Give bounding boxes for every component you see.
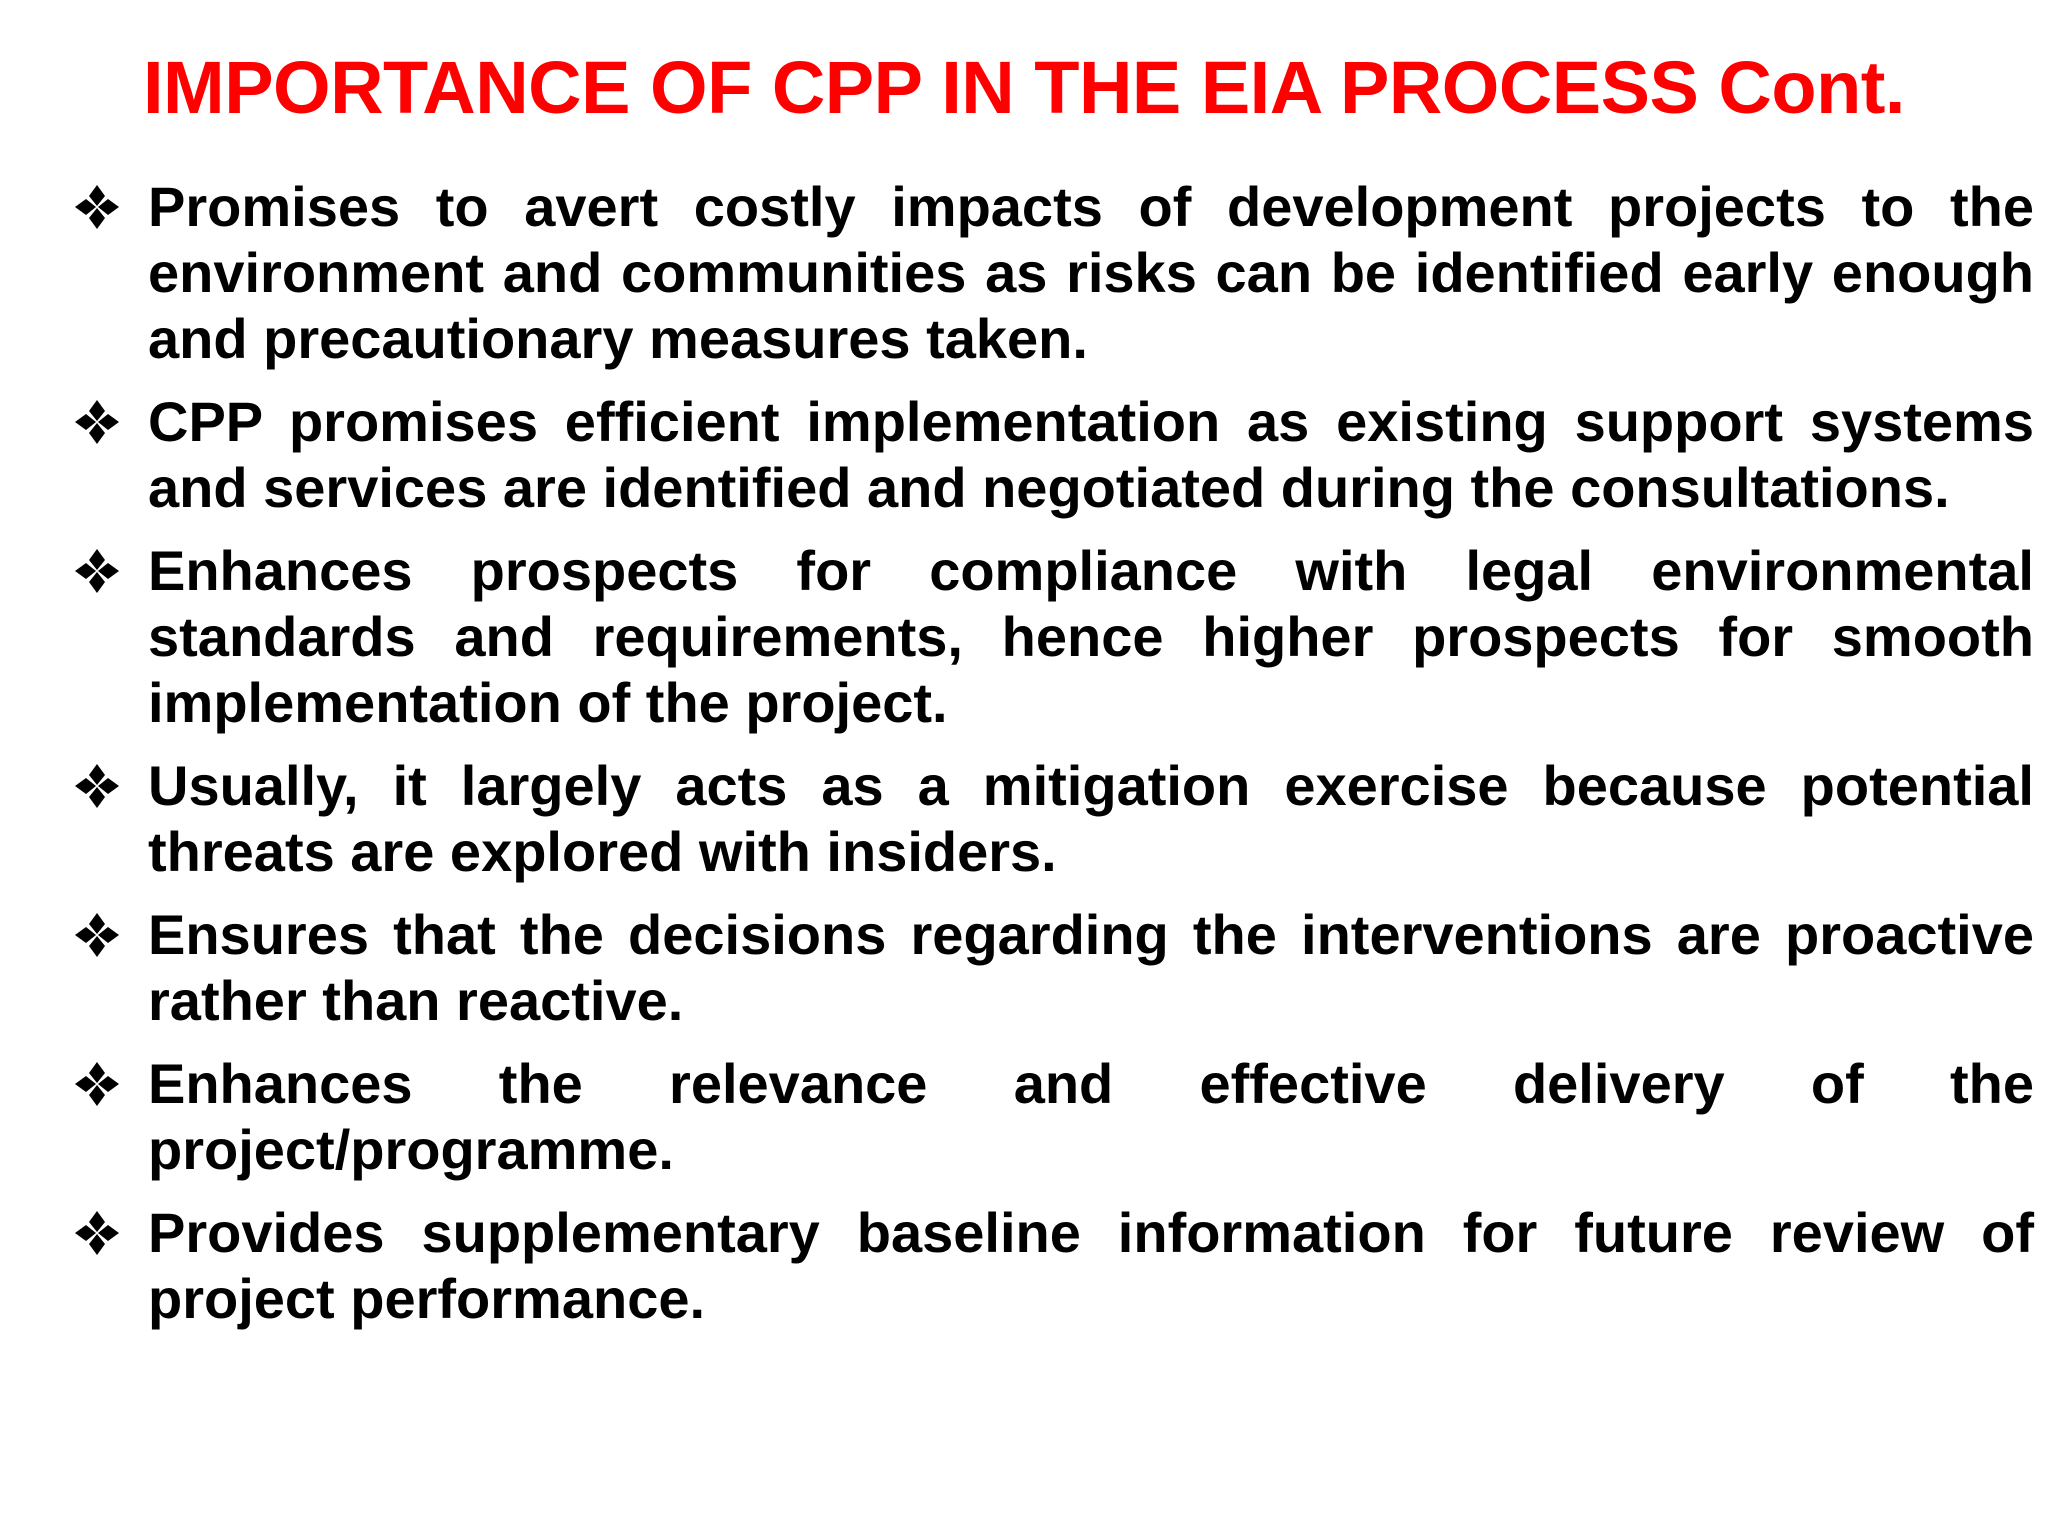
slide-title: IMPORTANCE OF CPP IN THE EIA PROCESS Cont. [143,46,1905,129]
bullet-item [74,538,2034,736]
bullet-item [74,902,2034,1034]
bullet-text: Promises to avert costly impacts of development projects to the environment and communities as risks can be identified early enough and precautionary measures taken. [148,175,2034,370]
four-diamond-bullet-icon [74,389,124,455]
bullet-item [74,389,2034,521]
bullet-list [74,174,2034,1349]
bullet-text: CPP promises efficient implementation as existing support systems and services are identified and negotiated during the consultations. [148,390,2034,519]
four-diamond-bullet-icon [74,174,124,240]
bullet-text: Ensures that the decisions regarding the interventions are proactive rather than reactive. [148,903,2034,1032]
bullet-text: Enhances the relevance and effective delivery of the project/programme. [148,1052,2034,1181]
bullet-item [74,1051,2034,1183]
four-diamond-bullet-icon [74,753,124,819]
four-diamond-bullet-icon [74,538,124,604]
four-diamond-bullet-icon [74,902,124,968]
bullet-item [74,174,2034,372]
bullet-text: Usually, it largely acts as a mitigation exercise because potential threats are explored with insiders. [148,754,2034,883]
four-diamond-bullet-icon [74,1051,124,1117]
bullet-item [74,1200,2034,1332]
bullet-item [74,753,2034,885]
bullet-text: Provides supplementary baseline information for future review of project performance. [148,1201,2034,1330]
bullet-text: Enhances prospects for compliance with legal environmental standards and requirements, hence higher prospects for smooth implementation of the project. [148,539,2034,734]
four-diamond-bullet-icon [74,1200,124,1266]
